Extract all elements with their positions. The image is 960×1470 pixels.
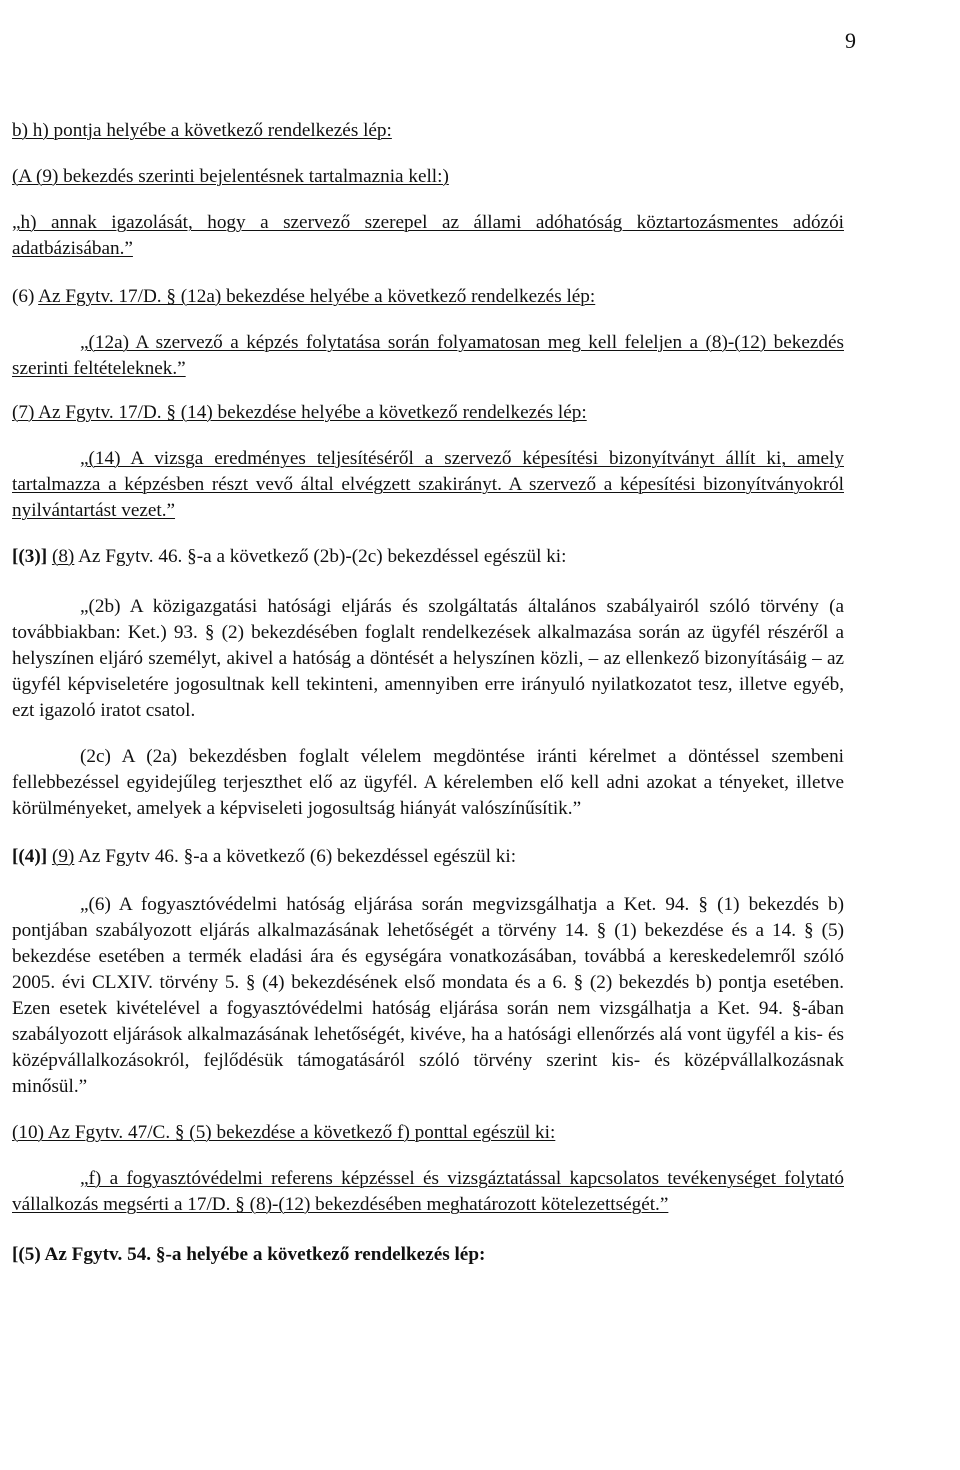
paragraph-4 bbox=[12, 284, 844, 310]
paragraph-14 bbox=[12, 1166, 844, 1218]
paragraph-text: Az Fgytv. 46. §-a a következő (2b)-(2c) bekezdéssel egészül ki: bbox=[74, 546, 567, 567]
document-body bbox=[12, 118, 844, 1268]
deleted-text: [(5) Az Fgytv. 54. §-a helyébe a következő rendelkezés lép: bbox=[12, 1244, 486, 1265]
paragraph-6 bbox=[12, 400, 844, 426]
amendment-text: „h) annak igazolását, hogy a szervező szerepel az állami adóhatóság köztartozásmentes adózói adatbázisában.” bbox=[12, 212, 844, 259]
paragraph-5 bbox=[12, 330, 844, 382]
amendment-text: b) h) pontja helyébe a következő rendelkezés lép: bbox=[12, 120, 392, 141]
page-number: 9 bbox=[845, 28, 856, 53]
new-number: (9) bbox=[51, 846, 75, 867]
paragraph-12 bbox=[12, 892, 844, 1100]
paragraph-text: (2c) A (2a) bekezdésben foglalt vélelem megdöntése iránti kérelmet a döntéssel szembeni fellebbezéssel egyidejűleg terjeszthet elő az ügyfél. A kérelemben elő kell adni azokat a tényeket, illetve körülményeket, amelyek a képviseleti jogosultság hiányát valószínűsítik.” bbox=[12, 746, 844, 819]
deleted-number: [(4)] bbox=[12, 846, 52, 867]
amendment-text: (10) Az Fgytv. 47/C. § (5) bekezdése a következő f) ponttal egészül ki: bbox=[12, 1122, 556, 1143]
paragraph-text: „(2b) A közigazgatási hatósági eljárás és szolgáltatás általános szabályairól szóló törvény (a továbbiakban: Ket.) 93. § (2) bekezdésében foglalt rendelkezések alkalmazása során az ügyfél részéről a helyszínen eljáró személyt, akivel a hatóság a döntését a helyszínen közli, – az ellenkező bizonyításáig – az ügyfél képviseletére jogosultnak kell tekinteni, amennyiben erre irányuló nyilatkozatot tesz, illetve egyéb, ezt igazoló iratot csatol. bbox=[12, 596, 844, 721]
paragraph-2 bbox=[12, 164, 844, 190]
paragraph-7 bbox=[12, 446, 844, 524]
amendment-text: „(14) A vizsga eredményes teljesítéséről a szervező képesítési bizonyítványt állít ki, amely tartalmazza a képzésben részt vevő által elvégzett szakirányt. A szervező a képesítési bizonyítványokról nyilvántartást vezet.” bbox=[12, 448, 844, 521]
paragraph-3 bbox=[12, 210, 844, 262]
new-number: (8) bbox=[51, 546, 75, 567]
amendment-text: „f) a fogyasztóvédelmi referens képzéssel és vizsgáztatással kapcsolatos tevékenységet folytató vállalkozás megsérti a 17/D. § (8)-(12) bekezdésében meghatározott kötelezettségét.” bbox=[12, 1168, 844, 1215]
paragraph-11 bbox=[12, 844, 844, 870]
paragraph-10 bbox=[12, 744, 844, 822]
amendment-text: (7) Az Fgytv. 17/D. § (14) bekezdése helyébe a következő rendelkezés lép: bbox=[12, 402, 587, 423]
deleted-number: [(3)] bbox=[12, 546, 52, 567]
paragraph-13 bbox=[12, 1120, 844, 1146]
amendment-text: (A (9) bekezdés szerinti bejelentésnek tartalmaznia kell:) bbox=[12, 166, 449, 187]
paragraph-1 bbox=[12, 118, 844, 144]
paragraph-text: Az Fgytv 46. §-a a következő (6) bekezdéssel egészül ki: bbox=[74, 846, 517, 867]
paragraph-15 bbox=[12, 1242, 844, 1268]
paragraph-8 bbox=[12, 544, 844, 570]
paragraph-9 bbox=[12, 594, 844, 724]
section-number: (6) bbox=[12, 286, 39, 307]
amendment-text: „(12a) A szervező a képzés folytatása során folyamatosan meg kell feleljen a (8)-(12) bekezdés szerinti feltételeknek.” bbox=[12, 332, 844, 379]
paragraph-text: „(6) A fogyasztóvédelmi hatóság eljárása során megvizsgálhatja a Ket. 94. § (1) bekezdés b) pontjában szabályozott eljárás alkalmazásának lehetőségét a törvény 14. § (1) bekezdése és a 14. § (5) bekezdése esetében a termék eladási ára és egységára vonatkozásában, továbbá a kereskedelemről szóló 2005. évi CLXIV. törvény 5. § (4) bekezdésének első mondata és a 6. § (2) bekezdés b) pontja esetében. Ezen esetek kivételével a fogyasztóvédelmi hatóság eljárása során nem vizsgálhatja a Ket. 94. §-ában szabályozott eljárások alkalmazásának lehetőségét, kivéve, ha a hatósági ellenőrzés alá vont ügyfél a kis- és középvállalkozásokról, fejlődésük támogatásáról szóló törvény szerint kis- és középvállalkozásnak minősül.” bbox=[12, 894, 844, 1097]
amendment-text: Az Fgytv. 17/D. § (12a) bekezdése helyébe a következő rendelkezés lép: bbox=[38, 286, 596, 307]
